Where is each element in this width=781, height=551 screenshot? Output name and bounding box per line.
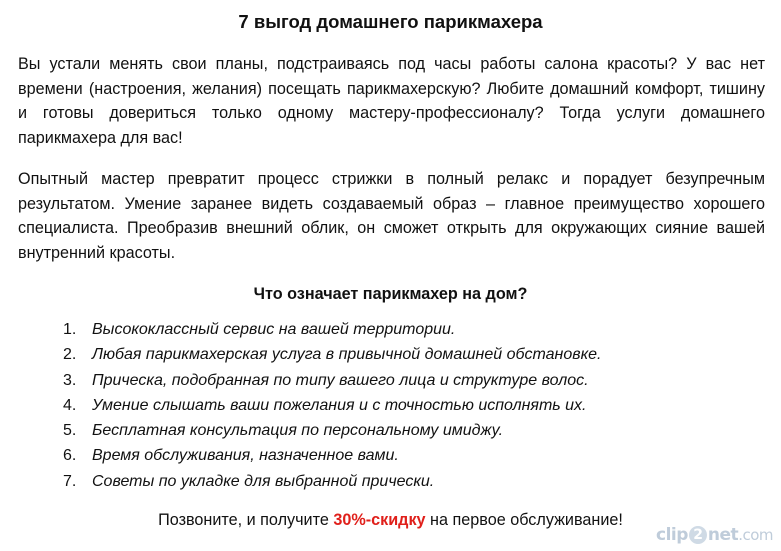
list-item-number: 4. <box>63 396 77 414</box>
list-item-text: Советы по укладке для выбранной прически. <box>92 472 435 490</box>
list-item-text: Любая парикмахерская услуга в привычной домашней обстановке. <box>92 346 602 364</box>
list-item-number: 2. <box>63 346 77 364</box>
intro-paragraph: Вы устали менять свои планы, подстраиваясь под часы работы салона красоты? У вас нет времени (настроения, желания) посещать парикмахерскую? Любите домашний комфорт, тишину и готовы довериться только одному мастеру-профессионалу? Тогда услуги домашнего парикмахера для вас! <box>18 55 765 147</box>
list-item-text: Время обслуживания, назначенное вами. <box>92 447 399 465</box>
list-item-number: 1. <box>63 321 77 338</box>
cta-text-before: Позвоните, и получите <box>158 511 334 529</box>
list-item <box>0 317 781 342</box>
list-item-text: Умение слышать ваши пожелания и с точностью исполнять их. <box>92 396 587 414</box>
list-item-text: Прическа, подобранная по типу вашего лица и структуре волос. <box>92 371 589 389</box>
list-item-text: Бесплатная консультация по персональному имиджу. <box>92 422 504 440</box>
list-item-text: Высококлассный сервис на вашей территории. <box>92 321 456 338</box>
list-item <box>0 393 781 418</box>
list-item <box>0 469 781 494</box>
clip2net-watermark <box>656 525 773 545</box>
list-item <box>0 342 781 367</box>
benefits-list <box>0 317 781 494</box>
watermark-domain: .com <box>738 526 773 544</box>
watermark-net: net <box>707 525 739 545</box>
list-item-number: 7. <box>63 472 77 490</box>
list-item-number: 3. <box>63 371 77 389</box>
list-item-number: 6. <box>63 447 77 465</box>
watermark-two-badge: 2 <box>689 526 707 544</box>
list-item-number: 5. <box>63 422 77 440</box>
description-paragraph: Опытный мастер превратит процесс стрижки в полный релакс и порадует безупречным результатом. Умение заранее видеть создаваемый образ – главное преимущество хорошего специалиста. Преобразив внешний облик, он сможет открыть для окружающих сияние вашей внутренний красоты. <box>18 170 765 262</box>
document-title: 7 выгод домашнего парикмахера <box>238 11 543 32</box>
list-item <box>0 418 781 443</box>
discount-highlight: 30%-скидку <box>333 511 426 529</box>
list-item <box>0 443 781 468</box>
list-item <box>0 368 781 393</box>
section-subtitle: Что означает парикмахер на дом? <box>253 285 528 303</box>
cta-text-after: на первое обслуживание! <box>425 511 623 529</box>
watermark-clip: clip <box>656 525 688 545</box>
